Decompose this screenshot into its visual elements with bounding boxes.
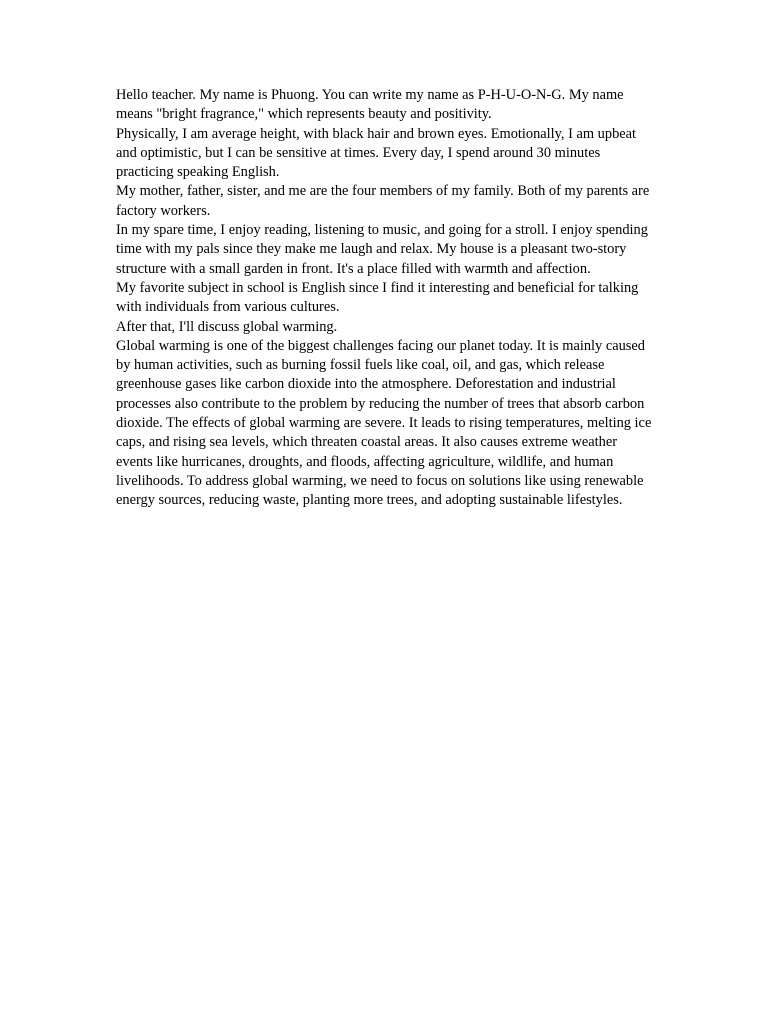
document-body	[116, 86, 656, 511]
paragraph-appearance: Physically, I am average height, with black hair and brown eyes. Emotionally, I am upbeat and optimistic, but I can be sensitive at times. Every day, I spend around 30 minutes practicing speaking English.	[116, 125, 637, 181]
paragraph-introduction: Hello teacher. My name is Phuong. You can write my name as P-H-U-O-N-G. My name means "bright fragrance," which represents beauty and positivity.	[116, 87, 624, 123]
paragraph-global-warming: Global warming is one of the biggest challenges facing our planet today. It is mainly caused by human activities, such as burning fossil fuels like coal, oil, and gas, which release greenhouse gases like carbon dioxide into the atmosphere. Deforestation and industrial processes also contribute to the problem by reducing the number of trees that absorb carbon dioxide. The effects of global warming are severe. It leads to rising temperatures, melting ice caps, and rising sea levels, which threaten coastal areas. It also causes extreme weather events like hurricanes, droughts, and floods, affecting agriculture, wildlife, and human livelihoods. To address global warming, we need to focus on solutions like using renewable energy sources, reducing waste, planting more trees, and adopting sustainable lifestyles.	[116, 337, 652, 509]
paragraph-favorite-subject: My favorite subject in school is English since I find it interesting and beneficial for talking with individuals from various cultures.	[116, 279, 639, 316]
paragraph-hobbies: In my spare time, I enjoy reading, listening to music, and going for a stroll. I enjoy spending time with my pals since they make me laugh and relax. My house is a pleasant two-story structure with a small garden in front. It's a place filled with warmth and affection.	[116, 222, 648, 277]
paragraph-family: My mother, father, sister, and me are the four members of my family. Both of my parents are factory workers.	[116, 183, 650, 219]
paragraph-transition: After that, I'll discuss global warming.	[116, 318, 338, 335]
